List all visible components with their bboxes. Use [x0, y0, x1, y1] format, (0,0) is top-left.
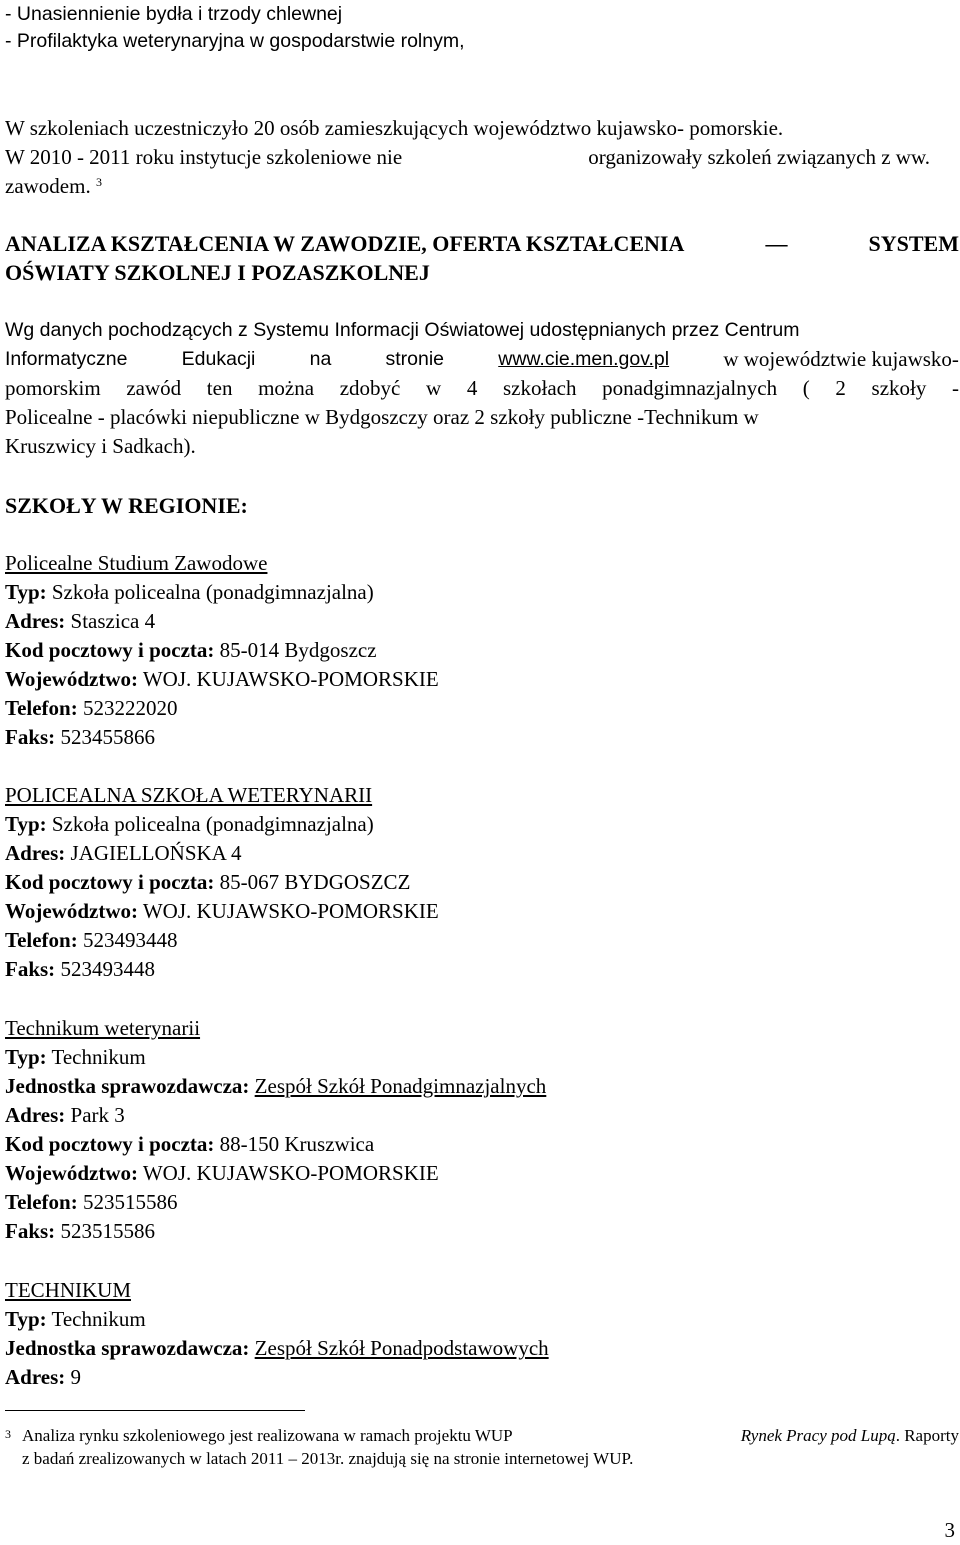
field-value: 9 — [70, 1365, 82, 1389]
school-postal — [5, 1130, 374, 1159]
school-fax — [5, 955, 155, 984]
paragraph-line: Kruszwicy i Sadkach). — [5, 434, 196, 458]
school-postal — [5, 636, 377, 665]
footnote-ref: 3 — [95, 175, 102, 189]
paragraph-line: Policealne - placówki niepubliczne w Bydgoszczy oraz 2 szkoły publiczne -Technikum w — [5, 405, 759, 429]
heading-part: ANALIZA KSZTAŁCENIA W ZAWODZIE, OFERTA KSZTAŁCENIA — [5, 231, 685, 256]
paragraph-line — [5, 143, 930, 172]
text-segment: pomorskim zawód ten można zdobyć w 4 szkołach ponadgimnazjalnych ( 2 szkoły - — [5, 376, 959, 400]
field-label: Kod pocztowy i poczta: — [5, 1132, 215, 1156]
text-segment: w województwie kujawsko- — [723, 347, 959, 371]
field-label: Faks: — [5, 957, 56, 981]
field-value: Staszica 4 — [70, 609, 156, 633]
field-value: Szkoła policealna (ponadgimnazjalna) — [51, 812, 374, 836]
project-name: Rynek Pracy pod Lupą — [740, 1426, 896, 1445]
text-segment: organizowały szkoleń związanych z ww. — [588, 145, 930, 169]
field-label: Jednostka sprawozdawcza: — [5, 1336, 250, 1360]
field-value: 523493448 — [60, 957, 155, 981]
text-segment: zawodem. — [5, 174, 91, 198]
section-heading — [5, 229, 959, 258]
field-label: Typ: — [5, 580, 47, 604]
field-label: Województwo: — [5, 667, 138, 691]
field-value: WOJ. KUJAWSKO-POMORSKIE — [142, 1161, 439, 1185]
field-value: Szkoła policealna (ponadgimnazjalna) — [51, 580, 374, 604]
section-heading: OŚWIATY SZKOLNEJ I POZASZKOLNEJ — [5, 260, 430, 285]
field-value: 85-014 Bydgoszcz — [219, 638, 377, 662]
field-label: Typ: — [5, 1307, 47, 1331]
school-unit — [5, 1334, 549, 1363]
field-label: Kod pocztowy i poczta: — [5, 870, 215, 894]
school-type — [5, 578, 374, 607]
field-label: Faks: — [5, 1219, 56, 1243]
website-link[interactable]: www.cie.men.gov.pl — [498, 348, 670, 370]
field-value: Technikum — [51, 1307, 146, 1331]
paragraph-line: W szkoleniach uczestniczyło 20 osób zamieszkujących województwo kujawsko- pomorskie. — [5, 116, 784, 140]
text-segment: W 2010 - 2011 roku instytucje szkoleniowe nie — [5, 145, 403, 169]
field-value: 523515586 — [82, 1190, 178, 1214]
footnote-number: 3 — [5, 1427, 11, 1441]
section-title: SZKOŁY W REGIONIE: — [5, 493, 248, 518]
school-voivodeship — [5, 1159, 439, 1188]
field-label: Jednostka sprawozdawcza: — [5, 1074, 250, 1098]
field-value: Zespół Szkół Ponadgimnazjalnych — [254, 1074, 547, 1098]
field-label: Województwo: — [5, 1161, 138, 1185]
list-item: - Unasiennienie bydła i trzody chlewnej — [5, 3, 343, 25]
paragraph-line — [5, 172, 102, 201]
field-label: Adres: — [5, 1103, 66, 1127]
field-label: Telefon: — [5, 1190, 78, 1214]
school-name: Technikum weterynarii — [5, 1016, 201, 1040]
text-segment — [741, 1425, 959, 1447]
school-name: Policealne Studium Zawodowe — [5, 551, 268, 575]
field-value: Zespół Szkół Ponadpodstawowych — [254, 1336, 549, 1360]
field-value: 88-150 Kruszwica — [219, 1132, 375, 1156]
school-name: POLICEALNA SZKOŁA WETERYNARII — [5, 783, 373, 807]
school-phone — [5, 1188, 177, 1217]
field-label: Faks: — [5, 725, 56, 749]
field-label: Telefon: — [5, 696, 78, 720]
paragraph-line: Wg danych pochodzących z Systemu Informacji Oświatowej udostępnianych przez Centrum — [5, 319, 800, 341]
heading-part: SYSTEM — [868, 231, 959, 256]
school-fax — [5, 723, 155, 752]
text-segment: na — [309, 348, 332, 370]
field-value: JAGIELLOŃSKA 4 — [70, 841, 242, 865]
field-value: 523222020 — [82, 696, 178, 720]
school-type — [5, 1043, 146, 1072]
school-address — [5, 1101, 125, 1130]
text-segment: . Raporty — [895, 1426, 959, 1445]
school-address — [5, 607, 155, 636]
field-value: 523493448 — [82, 928, 178, 952]
school-voivodeship — [5, 665, 439, 694]
footnote-line: z badań zrealizowanych w latach 2011 – 2013r. znajdują się na stronie internetowej WUP. — [22, 1449, 634, 1468]
text-segment: Informatyczne — [5, 348, 128, 370]
school-address — [5, 839, 241, 868]
field-label: Adres: — [5, 841, 66, 865]
list-item: - Profilaktyka weterynaryjna w gospodarstwie rolnym, — [5, 30, 465, 52]
page-number: 3 — [944, 1518, 955, 1542]
field-value: 523515586 — [60, 1219, 155, 1243]
field-value: 523455866 — [60, 725, 155, 749]
field-value: WOJ. KUJAWSKO-POMORSKIE — [142, 899, 439, 923]
field-value: 85-067 BYDGOSZCZ — [219, 870, 411, 894]
school-postal — [5, 868, 410, 897]
text-segment: Analiza rynku szkoleniowego jest realizowana w ramach projektu WUP — [22, 1426, 513, 1445]
field-value: Technikum — [51, 1045, 146, 1069]
field-label: Adres: — [5, 609, 66, 633]
text-segment: stronie — [385, 348, 445, 370]
field-value: Park 3 — [70, 1103, 125, 1127]
school-phone — [5, 694, 177, 723]
school-fax — [5, 1217, 155, 1246]
field-label: Adres: — [5, 1365, 66, 1389]
text-segment: Edukacji — [181, 348, 256, 370]
paragraph-line — [5, 374, 959, 403]
school-voivodeship — [5, 897, 439, 926]
field-label: Województwo: — [5, 899, 138, 923]
school-address — [5, 1363, 81, 1392]
footnote-rule — [5, 1410, 305, 1411]
paragraph-line — [5, 345, 959, 374]
school-unit — [5, 1072, 546, 1101]
field-label: Kod pocztowy i poczta: — [5, 638, 215, 662]
heading-dash: — — [765, 231, 788, 256]
field-label: Typ: — [5, 812, 47, 836]
footnote-line — [22, 1425, 959, 1447]
field-label: Typ: — [5, 1045, 47, 1069]
school-type — [5, 1305, 146, 1334]
field-value: WOJ. KUJAWSKO-POMORSKIE — [142, 667, 439, 691]
school-name: TECHNIKUM — [5, 1278, 131, 1302]
field-label: Telefon: — [5, 928, 78, 952]
school-phone — [5, 926, 177, 955]
school-type — [5, 810, 374, 839]
